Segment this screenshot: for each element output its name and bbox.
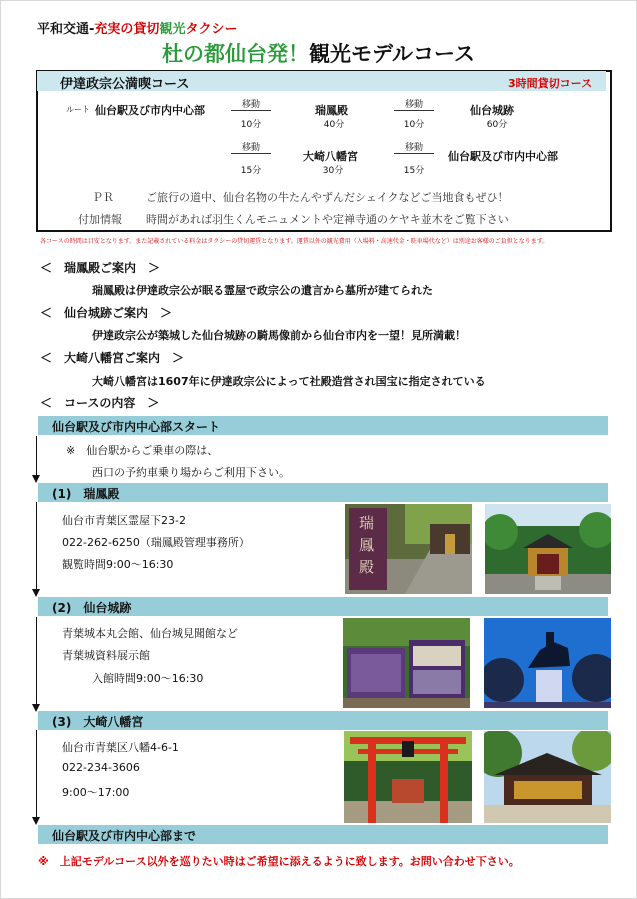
route-stop-zuihoden: 瑞鳳殿: [315, 104, 348, 117]
zuihoden-sign-text: 瑞鳳殿: [359, 514, 375, 576]
route-move-label: 移動: [241, 143, 260, 153]
guide-heading: ＜ 瑞鳳殿ご案内 ＞: [40, 261, 161, 275]
spot-hours: 観覧時間9:00～16:30: [62, 558, 174, 571]
page-title: 杜の都仙台発！観光モデルコース: [162, 42, 475, 66]
route-move-label: 移動: [404, 143, 423, 153]
spot-phone: 022-262-6250（瑞鳳殿管理事務所）: [62, 536, 250, 549]
start-bar-label: 仙台駅及び市内中心部スタート: [52, 420, 221, 434]
route-end: 仙台駅及び市内中心部: [448, 150, 558, 163]
guide-text: 大崎八幡宮は1607年に伊達政宗公によって社殿造営され国宝に指定されている: [92, 375, 486, 388]
start-note: ※ 仙台駅からご乗車の際は、: [66, 444, 219, 457]
route-move-time: 15分: [403, 166, 425, 176]
zuihoden-gate-photo: [345, 504, 472, 594]
hachimangu-shrine-photo: [484, 731, 611, 823]
route-move-label: 移動: [404, 100, 423, 110]
spot-phone: 022-234-3606: [62, 761, 140, 774]
timeline-arrow: [32, 589, 40, 597]
spot-bar: [38, 483, 608, 502]
course-duration-badge: 3時間貸切コース: [508, 77, 593, 90]
guide-text: 伊達政宗公が築城した仙台城跡の騎馬像前から仙台市内を一望！見所満載！: [92, 329, 466, 342]
guide-heading: ＜ コースの内容 ＞: [40, 396, 160, 410]
spot-hours: 9:00～17:00: [62, 786, 130, 799]
extra-info-label: 付加情報: [78, 213, 122, 226]
spot-address: 仙台市青葉区八幡4-6-1: [62, 741, 179, 754]
pr-label: ＰＲ: [92, 191, 114, 204]
route-stop-osaki-hachimangu: 大崎八幡宮: [303, 150, 358, 163]
route-stop-sendai-castle: 仙台城跡: [470, 104, 514, 117]
route-stay-time: 60分: [486, 120, 508, 130]
zuihoden-shrine-photo: [485, 504, 611, 594]
guide-heading: ＜ 大崎八幡宮ご案内 ＞: [40, 351, 185, 365]
spot-title: (3) 大崎八幡宮: [52, 715, 144, 729]
company-tagline: 平和交通-充実の貸切観光タクシー: [37, 22, 238, 37]
spot-address: 仙台市青葉区霊屋下23-2: [62, 514, 186, 527]
spot-address: 青葉城本丸会館、仙台城見聞館など: [62, 627, 238, 640]
route-start: 仙台駅及び市内中心部: [95, 104, 205, 117]
course-name: 伊達政宗公満喫コース: [60, 77, 190, 92]
extra-info-text: 時間があれば羽生くんモニュメントや定禅寺通のケヤキ並木をご覧下さい: [146, 213, 509, 226]
route-move-time: 15分: [240, 166, 262, 176]
timeline-line: [36, 436, 37, 476]
guide-heading: ＜ 仙台城跡ご案内 ＞: [40, 306, 173, 320]
sendai-castle-sign-photo: [343, 618, 470, 708]
timeline-arrow: [32, 475, 40, 483]
pr-text: ご旅行の道中、仙台名物の牛たんやずんだシェイクなどご当地食もぜひ！: [146, 191, 509, 204]
route-move-line: [231, 110, 271, 111]
footer-note: ※ 上記モデルコース以外を巡りたい時はご希望に添えるように致します。お問い合わせ下さい。: [38, 855, 520, 868]
route-stay-time: 30分: [322, 166, 344, 176]
hachimangu-torii-photo: [344, 731, 472, 823]
route-move-line: [394, 110, 434, 111]
route-move-time: 10分: [240, 120, 262, 130]
start-note: 西口の予約車乗り場からご利用下さい。: [92, 466, 290, 479]
fare-notice: 各コースの時間は目安となります。また記載されている料金はタクシーの貸切運賃となります。運賃以外の観光費用（入場料・高速代金・駐車場代など）は別途お客様のご負担となります。: [40, 238, 549, 245]
timeline-arrow: [32, 817, 40, 825]
spot-title: (1) 瑞鳳殿: [52, 487, 120, 501]
spot-facility: 青葉城資料展示館: [62, 649, 150, 662]
end-bar-label: 仙台駅及び市内中心部まで: [52, 829, 197, 843]
route-label: ルート: [66, 105, 90, 114]
date-masamune-statue-photo: [484, 618, 611, 708]
route-move-line: [394, 153, 434, 154]
route-move-time: 10分: [403, 120, 425, 130]
spot-hours: 入館時間9:00～16:30: [92, 672, 204, 685]
route-move-label: 移動: [241, 100, 260, 110]
route-stay-time: 40分: [323, 120, 345, 130]
guide-text: 瑞鳳殿は伊達政宗公が眠る霊屋で政宗公の遺言から墓所が建てられた: [92, 284, 433, 297]
timeline-line: [36, 730, 37, 818]
route-move-line: [231, 153, 271, 154]
timeline-line: [36, 617, 37, 705]
spot-title: (2) 仙台城跡: [52, 601, 132, 615]
timeline-line: [36, 502, 37, 590]
